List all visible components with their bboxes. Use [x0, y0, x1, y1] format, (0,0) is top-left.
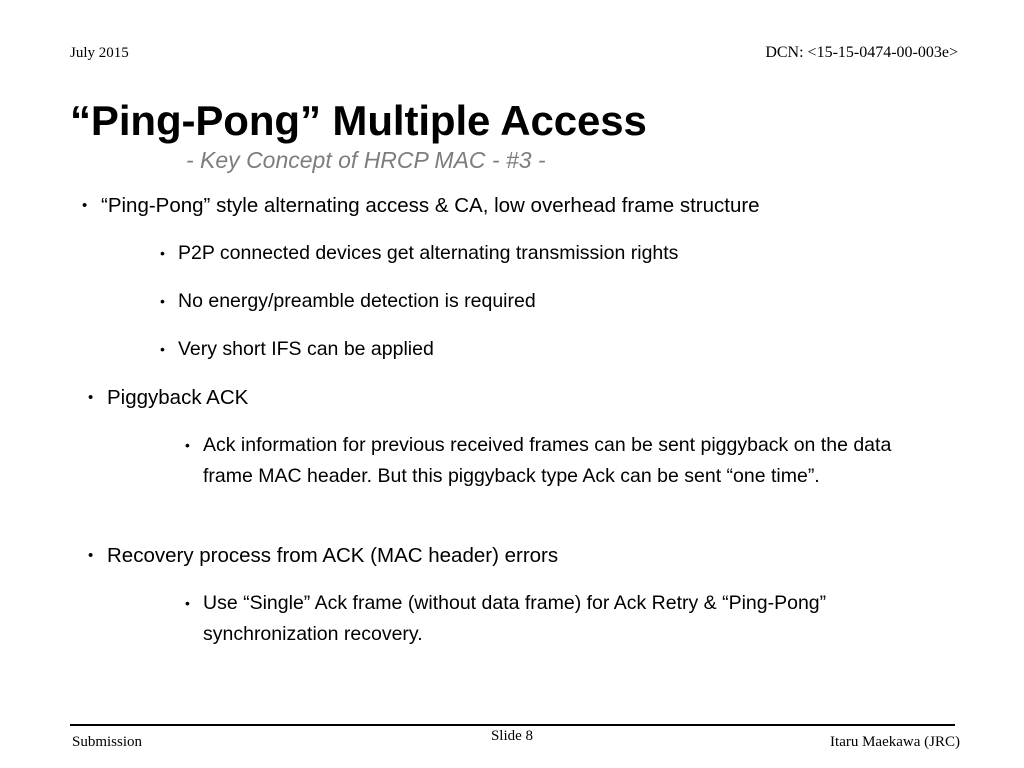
footer-submission-label: Submission	[72, 734, 143, 750]
bullet-text: Very short IFS can be applied	[178, 338, 434, 360]
slide-date: July 2015	[70, 45, 129, 61]
bullet-item-level1	[88, 382, 968, 413]
bullet-item-level2	[185, 588, 885, 650]
bullet-point-icon: •	[82, 197, 88, 214]
bullet-item-level2	[160, 286, 980, 317]
bullet-point-icon: •	[160, 245, 165, 261]
bullet-point-icon: •	[185, 437, 190, 453]
bullet-item-level2	[160, 334, 980, 365]
bullet-text: No energy/preamble detection is required	[178, 290, 536, 312]
bullet-point-icon: •	[88, 389, 94, 406]
footer-slide-number: Slide 8	[490, 728, 534, 744]
bullet-item-level1	[88, 540, 968, 571]
bullet-point-icon: •	[160, 341, 165, 357]
bullet-item-level2	[185, 430, 907, 492]
bullet-point-icon: •	[88, 547, 94, 564]
footer-divider	[70, 724, 955, 726]
bullet-text: Recovery process from ACK (MAC header) errors	[107, 544, 559, 567]
slide-subtitle: - Key Concept of HRCP MAC - #3 -	[186, 147, 546, 173]
bullet-text: Ack information for previous received frames can be sent piggyback on the data frame MAC header. But this piggyback type Ack can be sent “one time”.	[203, 434, 892, 487]
bullet-item-level2	[160, 238, 980, 269]
bullet-point-icon: •	[185, 595, 190, 611]
slide-title: “Ping-Pong” Multiple Access	[70, 97, 647, 145]
bullet-text: “Ping-Pong” style alternating access & CA, low overhead frame structure	[101, 194, 760, 217]
footer-author: Itaru Maekawa (JRC)	[830, 734, 960, 750]
bullet-text: P2P connected devices get alternating transmission rights	[178, 242, 679, 264]
bullet-text: Use “Single” Ack frame (without data frame) for Ack Retry & “Ping-Pong” synchronization recovery.	[203, 592, 827, 645]
bullet-point-icon: •	[160, 293, 165, 309]
bullet-text: Piggyback ACK	[107, 386, 249, 409]
bullet-item-level1	[82, 190, 982, 221]
document-control-number: DCN: <15-15-0474-00-003e>	[765, 44, 958, 61]
